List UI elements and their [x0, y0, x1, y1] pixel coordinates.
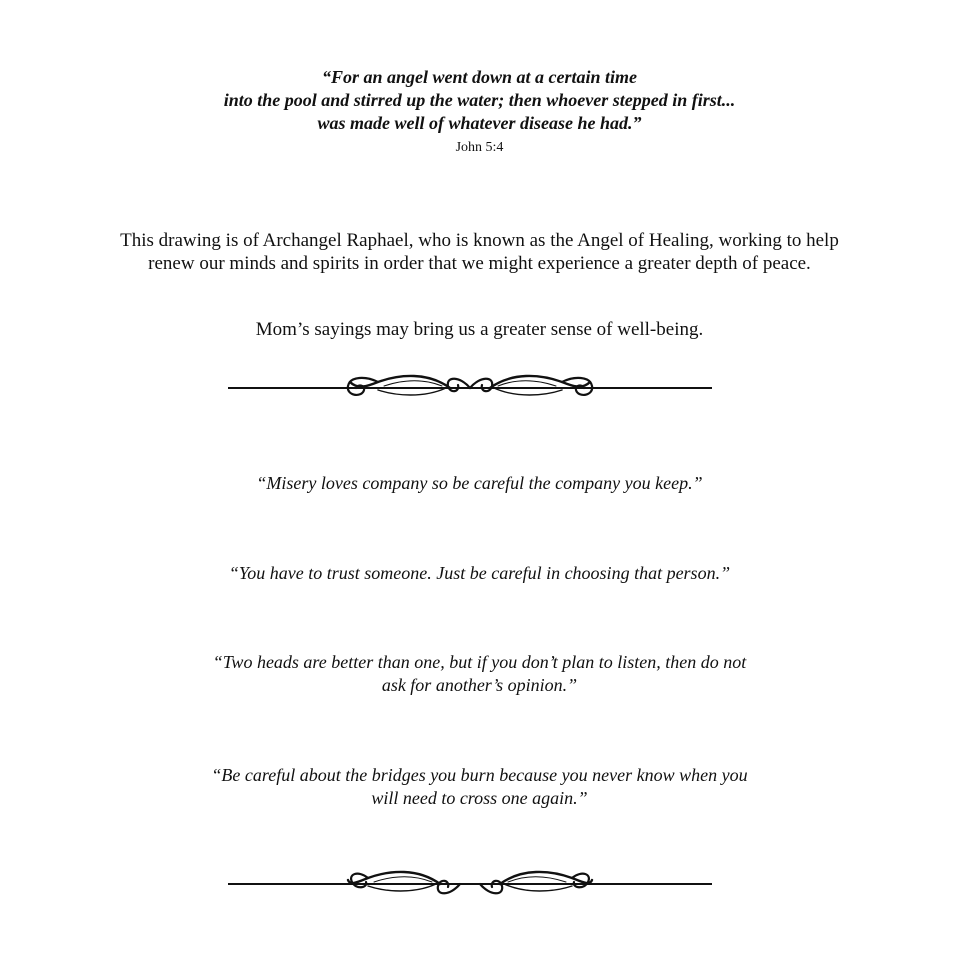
scripture-quote [0, 66, 959, 135]
saying [0, 651, 959, 697]
saying-line: will need to cross one again.” [371, 788, 588, 808]
saying [0, 764, 959, 810]
scripture-line: was made well of whatever disease he had.” [317, 113, 642, 133]
saying [0, 562, 959, 585]
scripture-line: into the pool and stirred up the water; then whoever stepped in first... [223, 90, 736, 110]
saying-line: “Be careful about the bridges you burn because you never know when you [211, 765, 748, 785]
description-line: renew our minds and spirits in order that we might experience a greater depth of peace. [148, 253, 811, 274]
saying-line: ask for another’s opinion.” [381, 675, 578, 695]
sayings-intro: Mom’s sayings may bring us a greater sense of well-being. [255, 319, 704, 340]
scripture-reference: John 5:4 [455, 140, 504, 155]
scroll-flourish-divider-icon [228, 864, 712, 904]
saying-line: “You have to trust someone. Just be careful in choosing that person.” [228, 563, 731, 583]
drawing-description [0, 229, 959, 275]
saying-line: “Two heads are better than one, but if you don’t plan to listen, then do not [212, 652, 747, 672]
description-line: This drawing is of Archangel Raphael, who is known as the Angel of Healing, working to help [120, 230, 839, 251]
scroll-flourish-divider-icon [228, 368, 712, 408]
saying [0, 472, 959, 495]
scripture-line: “For an angel went down at a certain time [321, 67, 638, 87]
saying-line: “Misery loves company so be careful the company you keep.” [256, 473, 703, 493]
